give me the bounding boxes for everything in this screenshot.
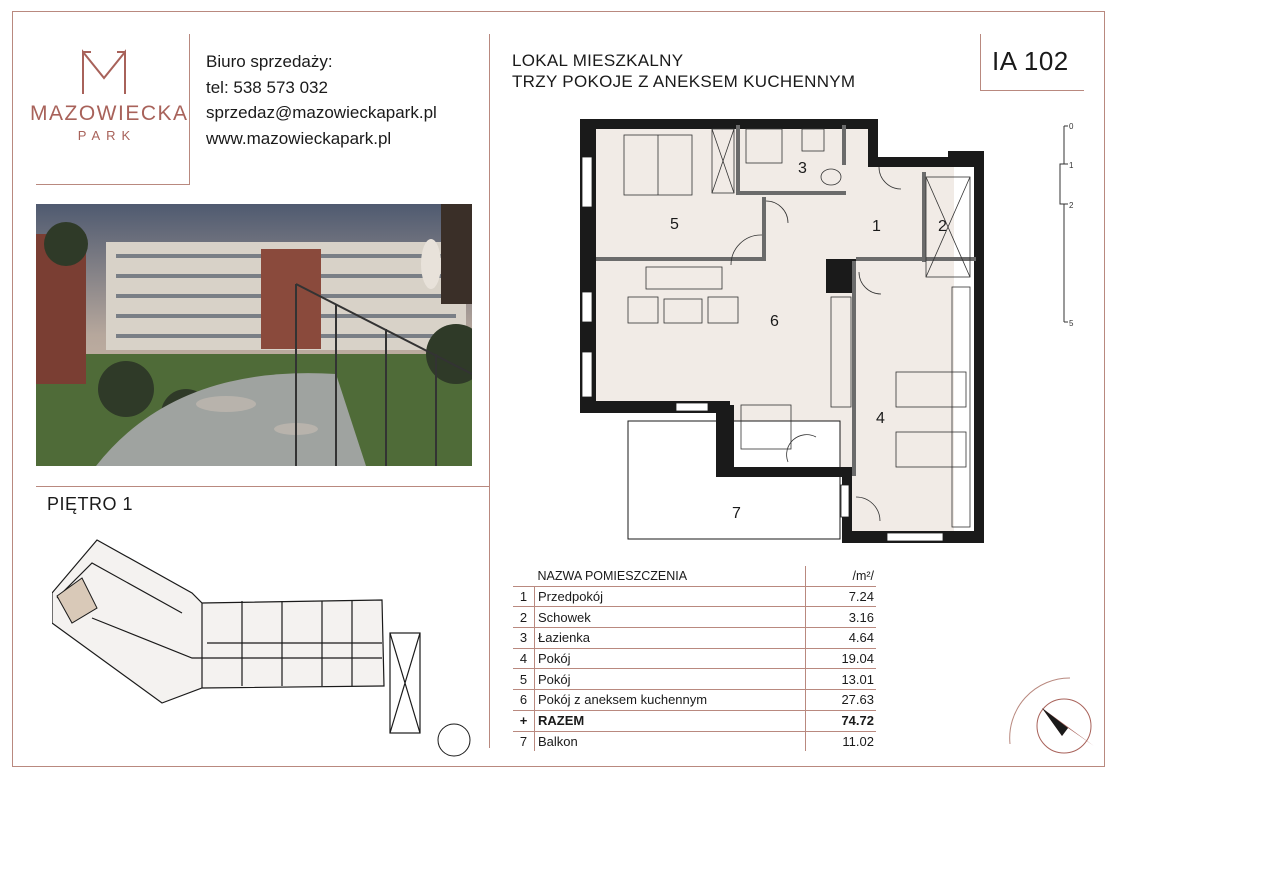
divider-center: [489, 34, 490, 748]
brand-sub: PARK: [77, 128, 137, 143]
row-num: 6: [513, 690, 535, 711]
brand-name: MAZOWIECKA: [30, 102, 189, 125]
building-rendering-image: [36, 204, 472, 466]
room-label-2: 2: [938, 218, 947, 235]
row-name: Schowek: [535, 607, 806, 628]
apartment-type: LOKAL MIESZKALNY: [512, 51, 684, 70]
divider-id-left: [980, 34, 981, 90]
divider-left-mid: [36, 486, 489, 487]
apartment-id: IA 102: [992, 46, 1069, 76]
row-name: Łazienka: [535, 628, 806, 649]
row-name: RAZEM: [535, 710, 806, 731]
room-area-table: [513, 566, 876, 751]
table-header-num: [513, 566, 535, 586]
divider-id-bottom: [980, 90, 1084, 91]
contact-block: [206, 49, 437, 151]
row-num: 7: [513, 731, 535, 751]
table-header-name: NAZWA POMIESZCZENIA: [535, 566, 806, 586]
room-label-4: 4: [876, 410, 885, 427]
m-monogram-icon: [79, 48, 129, 96]
room-label-1: 1: [872, 218, 881, 235]
divider-logo-right: [189, 34, 190, 185]
compass-rose-icon: [1008, 664, 1098, 756]
table-row: [513, 690, 876, 711]
room-label-7: 7: [732, 505, 741, 522]
table-row: [513, 731, 876, 751]
row-name: Przedpokój: [535, 586, 806, 607]
scale-tick-5: 5: [1069, 319, 1074, 328]
table-row: [513, 648, 876, 669]
row-name: Pokój z aneksem kuchennym: [535, 690, 806, 711]
floor-label: PIĘTRO 1: [47, 494, 134, 514]
apartment-floor-plan: [576, 117, 986, 547]
table-row: [513, 669, 876, 690]
row-area: 4.64: [806, 628, 877, 649]
row-num: +: [513, 710, 535, 731]
row-num: 4: [513, 648, 535, 669]
contact-website[interactable]: www.mazowieckapark.pl: [206, 128, 392, 148]
row-area: 7.24: [806, 586, 877, 607]
row-num: 5: [513, 669, 535, 690]
apartment-subtitle: TRZY POKOJE Z ANEKSEM KUCHENNYM: [512, 72, 856, 91]
divider-logo-bottom: [36, 184, 190, 185]
room-label-5: 5: [670, 216, 679, 233]
table-row: [513, 586, 876, 607]
row-area: 74.72: [806, 710, 877, 731]
brand-logo: [30, 48, 189, 143]
row-num: 2: [513, 607, 535, 628]
row-area: 3.16: [806, 607, 877, 628]
row-area: 27.63: [806, 690, 877, 711]
scale-tick-0: 0: [1069, 122, 1074, 131]
table-header-area: /m²/: [806, 566, 877, 586]
table-row: [513, 607, 876, 628]
table-header-row: [513, 566, 876, 586]
scale-tick-2: 2: [1069, 201, 1074, 210]
apartment-title: [512, 50, 855, 92]
table-row: [513, 628, 876, 649]
north-arrow-icon: [436, 720, 472, 760]
contact-email[interactable]: sprzedaz@mazowieckapark.pl: [206, 103, 437, 122]
row-area: 13.01: [806, 669, 877, 690]
scale-tick-1: 1: [1069, 161, 1074, 170]
row-name: Pokój: [535, 669, 806, 690]
contact-heading: Biuro sprzedaży:: [206, 52, 333, 71]
row-area: 11.02: [806, 731, 877, 751]
row-num: 3: [513, 628, 535, 649]
row-area: 19.04: [806, 648, 877, 669]
room-label-3: 3: [798, 160, 807, 177]
scale-bar: [1058, 120, 1082, 332]
row-name: Pokój: [535, 648, 806, 669]
row-num: 1: [513, 586, 535, 607]
table-row-total: [513, 710, 876, 731]
row-name: Balkon: [538, 733, 578, 749]
contact-phone: tel: 538 573 032: [206, 77, 328, 97]
floor-key-plan: [52, 538, 424, 738]
room-label-6: 6: [770, 313, 779, 330]
